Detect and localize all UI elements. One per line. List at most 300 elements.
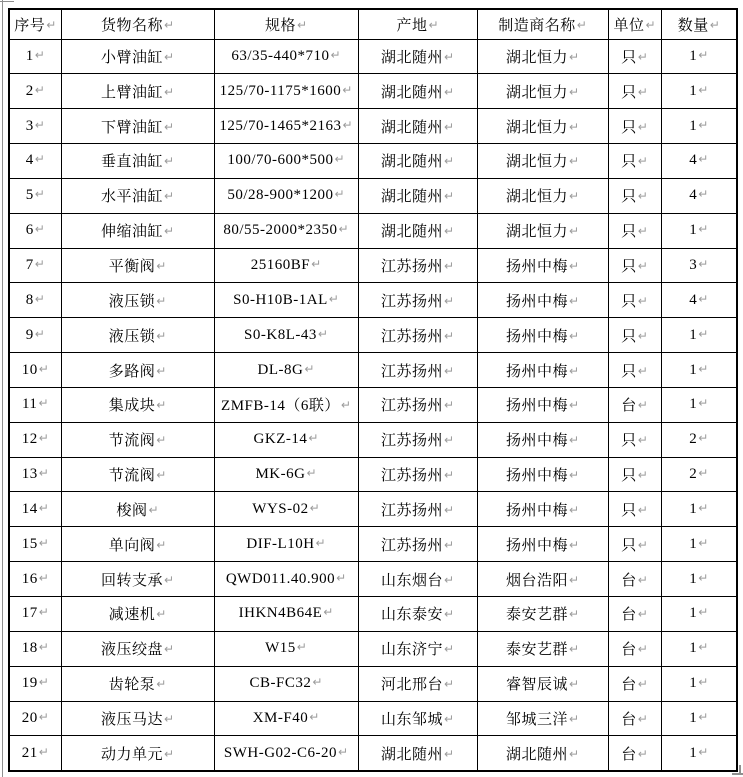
cell-text: 单位 <box>613 17 645 34</box>
cell-text: 产地 <box>396 17 428 34</box>
header-row <box>9 9 737 39</box>
cell-text: 6 <box>25 222 34 239</box>
paragraph-mark-icon: ↵ <box>163 17 175 32</box>
cell-r20-c0 <box>9 701 61 736</box>
cell-text: 液压绞盘 <box>100 642 163 659</box>
cell-text: 只 <box>621 119 637 136</box>
cell-r15-c0 <box>9 527 61 562</box>
column-header-1 <box>61 9 214 39</box>
cell-text: 扬州中梅 <box>505 502 568 519</box>
cell-text: 山东泰安 <box>380 607 443 624</box>
cell-r3-c0 <box>9 109 61 144</box>
cell-r14-c4 <box>477 492 608 527</box>
cell-r5-c3 <box>358 178 477 213</box>
paragraph-mark-icon: ↵ <box>698 605 709 620</box>
cell-text: 只 <box>621 258 637 275</box>
paragraph-mark-icon: ↵ <box>568 363 580 378</box>
cell-text: 2 <box>689 431 698 448</box>
cell-r16-c6 <box>661 562 737 597</box>
paragraph-mark-icon: ↵ <box>698 187 709 202</box>
paragraph-mark-icon: ↵ <box>340 398 351 413</box>
cell-r17-c0 <box>9 597 61 632</box>
cell-r20-c4 <box>477 701 608 736</box>
paragraph-mark-icon: ↵ <box>163 572 175 587</box>
cell-text: 1 <box>689 47 698 64</box>
cell-text: 山东邹城 <box>380 711 443 728</box>
cell-text: 集成块 <box>108 398 156 415</box>
cell-r18-c2 <box>214 631 358 666</box>
paragraph-mark-icon: ↵ <box>34 256 45 271</box>
cell-r6-c2 <box>214 213 358 248</box>
paragraph-mark-icon: ↵ <box>443 537 455 552</box>
paragraph-mark-icon: ↵ <box>568 502 580 517</box>
paragraph-mark-icon: ↵ <box>637 224 648 239</box>
paragraph-mark-icon: ↵ <box>698 117 709 132</box>
cell-text: 台 <box>621 711 637 728</box>
paragraph-mark-icon: ↵ <box>698 222 709 237</box>
cell-r8-c4 <box>477 283 608 318</box>
text-boundary-top-left-tick <box>0 1 14 2</box>
cell-text: 只 <box>621 537 637 554</box>
paragraph-mark-icon: ↵ <box>163 154 175 169</box>
cell-text: 只 <box>621 363 637 380</box>
cell-r5-c4 <box>477 178 608 213</box>
cell-text: 19 <box>21 675 38 692</box>
cell-text: 1 <box>689 744 698 761</box>
cell-r7-c2 <box>214 248 358 283</box>
paragraph-mark-icon: ↵ <box>645 17 656 32</box>
paragraph-mark-icon: ↵ <box>38 396 49 411</box>
paragraph-mark-icon: ↵ <box>342 82 353 97</box>
cell-text: 只 <box>621 154 637 171</box>
paragraph-mark-icon: ↵ <box>568 49 580 64</box>
cell-text: 只 <box>621 433 637 450</box>
cell-text: 减速机 <box>108 607 156 624</box>
paragraph-mark-icon: ↵ <box>637 711 648 726</box>
cell-r13-c0 <box>9 457 61 492</box>
paragraph-mark-icon: ↵ <box>568 572 580 587</box>
cell-r18-c5 <box>608 631 661 666</box>
paragraph-mark-icon: ↵ <box>568 119 580 134</box>
cell-text: 8 <box>25 291 34 308</box>
cell-text: 小臂油缸 <box>100 49 163 66</box>
cell-text: 江苏扬州 <box>380 328 443 345</box>
table-row <box>9 666 737 701</box>
cell-r21-c6 <box>661 736 737 771</box>
paragraph-mark-icon: ↵ <box>709 17 720 32</box>
cell-r18-c1 <box>61 631 214 666</box>
cell-text: 1 <box>689 361 698 378</box>
cell-text: 4 <box>689 152 698 169</box>
paragraph-mark-icon: ↵ <box>443 677 455 692</box>
cell-r11-c2 <box>214 387 358 422</box>
paragraph-mark-icon: ↵ <box>163 711 175 726</box>
cell-r18-c4 <box>477 631 608 666</box>
paragraph-mark-icon: ↵ <box>38 675 49 690</box>
cell-r12-c5 <box>608 422 661 457</box>
paragraph-mark-icon: ↵ <box>308 431 319 446</box>
paragraph-mark-icon: ↵ <box>428 17 439 32</box>
cell-r4-c1 <box>61 144 214 179</box>
cell-text: 节流阀 <box>108 433 156 450</box>
paragraph-mark-icon: ↵ <box>698 361 709 376</box>
cell-r3-c4 <box>477 109 608 144</box>
cell-text: 20 <box>21 709 38 726</box>
paragraph-mark-icon: ↵ <box>637 398 648 413</box>
cell-text: 80/55-2000*2350 <box>223 222 338 239</box>
paragraph-mark-icon: ↵ <box>156 607 167 622</box>
paragraph-mark-icon: ↵ <box>156 363 167 378</box>
paragraph-mark-icon: ↵ <box>163 642 175 657</box>
paragraph-mark-icon: ↵ <box>317 326 328 341</box>
cell-r8-c1 <box>61 283 214 318</box>
cell-r19-c1 <box>61 666 214 701</box>
cell-r8-c5 <box>608 283 661 318</box>
cell-r16-c5 <box>608 562 661 597</box>
paragraph-mark-icon: ↵ <box>34 326 45 341</box>
table-row <box>9 74 737 109</box>
cell-r3-c3 <box>358 109 477 144</box>
cell-r14-c5 <box>608 492 661 527</box>
paragraph-mark-icon: ↵ <box>443 328 455 343</box>
cell-r12-c2 <box>214 422 358 457</box>
table-body <box>9 39 737 771</box>
cell-text: 1 <box>689 535 698 552</box>
cell-text: 1 <box>689 82 698 99</box>
cell-text: 平衡阀 <box>108 258 156 275</box>
cell-text: 湖北随州 <box>380 154 443 171</box>
paragraph-mark-icon: ↵ <box>637 258 648 273</box>
cell-r9-c1 <box>61 318 214 353</box>
cell-text: 江苏扬州 <box>380 433 443 450</box>
paragraph-mark-icon: ↵ <box>296 17 308 32</box>
paragraph-mark-icon: ↵ <box>698 640 709 655</box>
cell-r3-c6 <box>661 109 737 144</box>
paragraph-mark-icon: ↵ <box>38 431 49 446</box>
paragraph-mark-icon: ↵ <box>443 119 455 134</box>
cell-text: 扬州中梅 <box>505 328 568 345</box>
paragraph-mark-icon: ↵ <box>443 746 455 761</box>
cell-r13-c4 <box>477 457 608 492</box>
paragraph-mark-icon: ↵ <box>34 152 45 167</box>
cell-r7-c0 <box>9 248 61 283</box>
cell-r17-c6 <box>661 597 737 632</box>
cell-text: 湖北恒力 <box>505 154 568 171</box>
cell-text: 湖北恒力 <box>505 119 568 136</box>
cell-r4-c3 <box>358 144 477 179</box>
paragraph-mark-icon: ↵ <box>34 222 45 237</box>
cell-text: 湖北恒力 <box>505 224 568 241</box>
cell-r16-c1 <box>61 562 214 597</box>
table-row <box>9 39 737 74</box>
paragraph-mark-icon: ↵ <box>46 17 57 32</box>
cell-text: 扬州中梅 <box>505 398 568 415</box>
cell-text: 湖北随州 <box>380 189 443 206</box>
cell-r9-c3 <box>358 318 477 353</box>
paragraph-mark-icon: ↵ <box>698 152 709 167</box>
text-boundary-bottom-right-corner <box>732 773 743 775</box>
paragraph-mark-icon: ↵ <box>156 328 167 343</box>
cell-text: 扬州中梅 <box>505 258 568 275</box>
cell-text: 江苏扬州 <box>380 537 443 554</box>
cell-text: 1 <box>689 675 698 692</box>
cell-r8-c0 <box>9 283 61 318</box>
cell-text: 4 <box>689 187 698 204</box>
cell-r10-c2 <box>214 353 358 388</box>
paragraph-mark-icon: ↵ <box>334 152 345 167</box>
cell-text: 18 <box>21 640 38 657</box>
cell-text: 16 <box>21 570 38 587</box>
paragraph-mark-icon: ↵ <box>163 189 175 204</box>
paragraph-mark-icon: ↵ <box>637 468 648 483</box>
table-row <box>9 492 737 527</box>
cell-r1-c2 <box>214 39 358 74</box>
paragraph-mark-icon: ↵ <box>330 47 341 62</box>
paragraph-mark-icon: ↵ <box>568 398 580 413</box>
cell-r8-c3 <box>358 283 477 318</box>
cell-text: 1 <box>689 570 698 587</box>
cell-text: 只 <box>621 224 637 241</box>
cell-r8-c6 <box>661 283 737 318</box>
cell-text: 21 <box>21 744 38 761</box>
cell-text: 湖北随州 <box>380 49 443 66</box>
cell-r20-c3 <box>358 701 477 736</box>
paragraph-mark-icon: ↵ <box>443 49 455 64</box>
table-row <box>9 248 737 283</box>
cell-r15-c1 <box>61 527 214 562</box>
paragraph-mark-icon: ↵ <box>698 82 709 97</box>
table-row <box>9 178 737 213</box>
paragraph-mark-icon: ↵ <box>156 677 167 692</box>
paragraph-mark-icon: ↵ <box>311 256 322 271</box>
cell-text: 江苏扬州 <box>380 398 443 415</box>
paragraph-mark-icon: ↵ <box>568 711 580 726</box>
paragraph-mark-icon: ↵ <box>698 500 709 515</box>
cell-r7-c3 <box>358 248 477 283</box>
cell-text: 液压马达 <box>100 711 163 728</box>
cell-text: 只 <box>621 502 637 519</box>
paragraph-mark-icon: ↵ <box>443 84 455 99</box>
cell-text: 11 <box>21 396 38 413</box>
column-header-6 <box>661 9 737 39</box>
paragraph-mark-icon: ↵ <box>637 154 648 169</box>
cell-text: SWH-G02-C6-20 <box>223 744 338 761</box>
paragraph-mark-icon: ↵ <box>698 675 709 690</box>
paragraph-mark-icon: ↵ <box>38 466 49 481</box>
paragraph-mark-icon: ↵ <box>637 119 648 134</box>
cell-r9-c0 <box>9 318 61 353</box>
cell-text: 扬州中梅 <box>505 363 568 380</box>
paragraph-mark-icon: ↵ <box>443 502 455 517</box>
cell-r10-c3 <box>358 353 477 388</box>
paragraph-mark-icon: ↵ <box>637 293 648 308</box>
paragraph-mark-icon: ↵ <box>698 47 709 62</box>
paragraph-mark-icon: ↵ <box>156 293 167 308</box>
cell-r11-c1 <box>61 387 214 422</box>
cell-r19-c0 <box>9 666 61 701</box>
cell-text: 江苏扬州 <box>380 293 443 310</box>
paragraph-mark-icon: ↵ <box>156 468 167 483</box>
paragraph-mark-icon: ↵ <box>637 84 648 99</box>
paragraph-mark-icon: ↵ <box>328 291 339 306</box>
cell-r16-c2 <box>214 562 358 597</box>
paragraph-mark-icon: ↵ <box>148 502 159 517</box>
cell-text: 多路阀 <box>108 363 156 380</box>
text-boundary-bottom-right-corner <box>739 765 741 775</box>
paragraph-mark-icon: ↵ <box>637 642 648 657</box>
paragraph-mark-icon: ↵ <box>637 607 648 622</box>
cell-r15-c4 <box>477 527 608 562</box>
paragraph-mark-icon: ↵ <box>443 572 455 587</box>
paragraph-mark-icon: ↵ <box>443 224 455 239</box>
cell-r18-c3 <box>358 631 477 666</box>
column-header-5 <box>608 9 661 39</box>
cell-text: 液压锁 <box>108 293 156 310</box>
goods-table <box>8 8 738 772</box>
cell-text: 50/28-900*1200 <box>227 187 334 204</box>
cell-r5-c2 <box>214 178 358 213</box>
paragraph-mark-icon: ↵ <box>698 431 709 446</box>
cell-text: 伸缩油缸 <box>100 224 163 241</box>
paragraph-mark-icon: ↵ <box>34 187 45 202</box>
cell-r15-c5 <box>608 527 661 562</box>
cell-text: 湖北恒力 <box>505 189 568 206</box>
cell-text: 制造商名称 <box>498 17 576 34</box>
cell-r13-c6 <box>661 457 737 492</box>
cell-r14-c3 <box>358 492 477 527</box>
cell-r10-c5 <box>608 353 661 388</box>
paragraph-mark-icon: ↵ <box>568 84 580 99</box>
paragraph-mark-icon: ↵ <box>568 677 580 692</box>
paragraph-mark-icon: ↵ <box>38 744 49 759</box>
cell-r2-c0 <box>9 74 61 109</box>
cell-r11-c3 <box>358 387 477 422</box>
paragraph-mark-icon: ↵ <box>637 677 648 692</box>
cell-text: 12 <box>21 431 38 448</box>
cell-r20-c1 <box>61 701 214 736</box>
paragraph-mark-icon: ↵ <box>38 605 49 620</box>
paragraph-mark-icon: ↵ <box>568 468 580 483</box>
paragraph-mark-icon: ↵ <box>568 189 580 204</box>
paragraph-mark-icon: ↵ <box>698 326 709 341</box>
paragraph-mark-icon: ↵ <box>698 709 709 724</box>
cell-r4-c6 <box>661 144 737 179</box>
cell-text: 上臂油缸 <box>100 84 163 101</box>
paragraph-mark-icon: ↵ <box>38 640 49 655</box>
column-header-3 <box>358 9 477 39</box>
cell-r21-c5 <box>608 736 661 771</box>
paragraph-mark-icon: ↵ <box>568 328 580 343</box>
cell-r20-c5 <box>608 701 661 736</box>
paragraph-mark-icon: ↵ <box>637 433 648 448</box>
cell-text: 63/35-440*710 <box>231 47 330 64</box>
cell-r16-c4 <box>477 562 608 597</box>
cell-r21-c3 <box>358 736 477 771</box>
cell-r10-c4 <box>477 353 608 388</box>
cell-text: 江苏扬州 <box>380 468 443 485</box>
paragraph-mark-icon: ↵ <box>568 258 580 273</box>
cell-r12-c0 <box>9 422 61 457</box>
cell-r13-c5 <box>608 457 661 492</box>
cell-text: 1 <box>689 326 698 343</box>
cell-r17-c1 <box>61 597 214 632</box>
cell-r18-c0 <box>9 631 61 666</box>
cell-r15-c3 <box>358 527 477 562</box>
paragraph-mark-icon: ↵ <box>568 537 580 552</box>
cell-text: 25160BF <box>250 256 311 273</box>
cell-text: 湖北恒力 <box>505 49 568 66</box>
cell-text: 泰安艺群 <box>505 607 568 624</box>
paragraph-mark-icon: ↵ <box>637 502 648 517</box>
cell-r7-c1 <box>61 248 214 283</box>
cell-r9-c4 <box>477 318 608 353</box>
cell-r9-c2 <box>214 318 358 353</box>
cell-r7-c5 <box>608 248 661 283</box>
cell-r5-c5 <box>608 178 661 213</box>
paragraph-mark-icon: ↵ <box>698 535 709 550</box>
cell-r6-c5 <box>608 213 661 248</box>
cell-text: 动力单元 <box>100 746 163 763</box>
paragraph-mark-icon: ↵ <box>698 396 709 411</box>
cell-text: 125/70-1175*1600 <box>219 82 342 99</box>
cell-text: 睿智辰诚 <box>505 677 568 694</box>
cell-text: 13 <box>21 466 38 483</box>
cell-text: 节流阀 <box>108 468 156 485</box>
cell-r11-c0 <box>9 387 61 422</box>
cell-text: 台 <box>621 572 637 589</box>
table-row <box>9 562 737 597</box>
cell-text: 15 <box>21 535 38 552</box>
cell-r6-c1 <box>61 213 214 248</box>
cell-r4-c4 <box>477 144 608 179</box>
cell-r11-c4 <box>477 387 608 422</box>
cell-text: 台 <box>621 398 637 415</box>
cell-r19-c3 <box>358 666 477 701</box>
paragraph-mark-icon: ↵ <box>443 607 455 622</box>
paragraph-mark-icon: ↵ <box>38 361 49 376</box>
table-row <box>9 457 737 492</box>
cell-r2-c1 <box>61 74 214 109</box>
cell-text: WYS-02 <box>252 500 309 517</box>
cell-r6-c4 <box>477 213 608 248</box>
paragraph-mark-icon: ↵ <box>336 570 347 585</box>
column-header-0 <box>9 9 61 39</box>
cell-r9-c6 <box>661 318 737 353</box>
cell-text: GKZ-14 <box>253 431 308 448</box>
cell-text: 液压锁 <box>108 328 156 345</box>
cell-text: 1 <box>689 605 698 622</box>
table-row <box>9 631 737 666</box>
paragraph-mark-icon: ↵ <box>156 433 167 448</box>
cell-text: 3 <box>25 117 34 134</box>
cell-text: 9 <box>25 326 34 343</box>
paragraph-mark-icon: ↵ <box>698 570 709 585</box>
cell-text: 河北邢台 <box>380 677 443 694</box>
paragraph-mark-icon: ↵ <box>306 466 317 481</box>
cell-r19-c6 <box>661 666 737 701</box>
cell-text: 齿轮泵 <box>108 677 156 694</box>
cell-text: 江苏扬州 <box>380 258 443 275</box>
paragraph-mark-icon: ↵ <box>163 49 175 64</box>
paragraph-mark-icon: ↵ <box>342 117 353 132</box>
paragraph-mark-icon: ↵ <box>38 709 49 724</box>
cell-r10-c0 <box>9 353 61 388</box>
cell-r11-c6 <box>661 387 737 422</box>
paragraph-mark-icon: ↵ <box>698 256 709 271</box>
cell-r20-c6 <box>661 701 737 736</box>
cell-text: 台 <box>621 607 637 624</box>
cell-text: QWD011.40.900 <box>225 570 336 587</box>
